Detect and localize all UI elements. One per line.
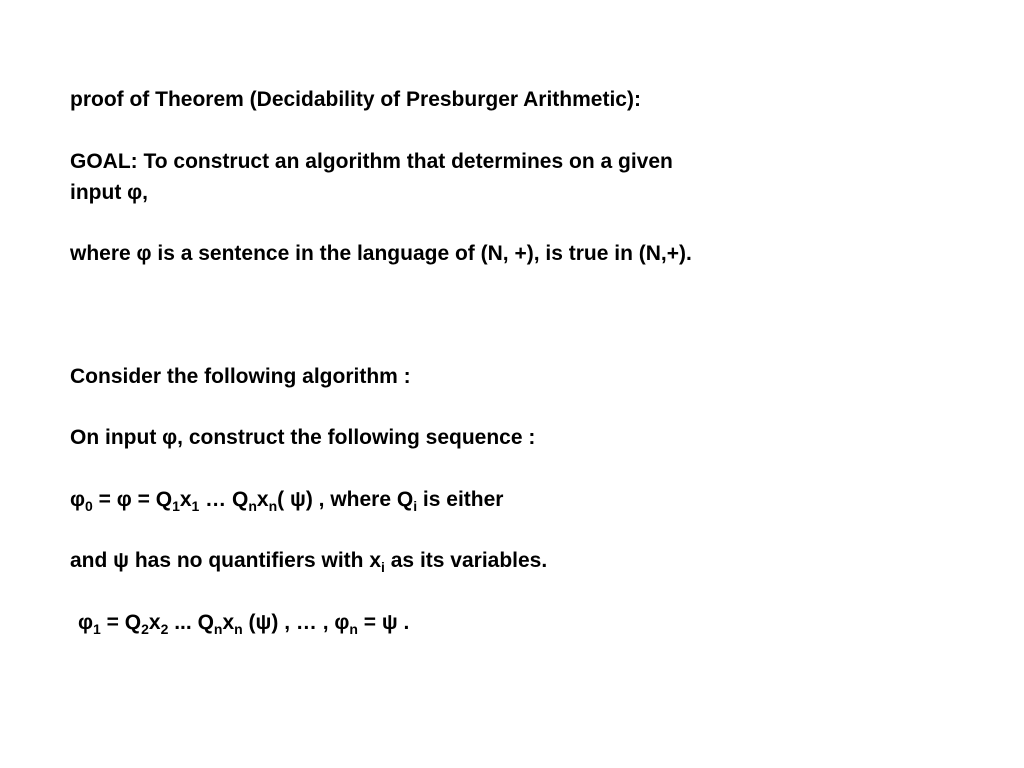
formula-text: φ: [78, 611, 94, 634]
formula-text: φ: [70, 488, 86, 511]
subscript: 2: [160, 621, 169, 637]
consider-line: Consider the following algorithm :: [70, 365, 411, 388]
formula-text: as its variables.: [384, 549, 548, 572]
formula-text: x: [222, 611, 235, 634]
formula-text: x: [179, 488, 192, 511]
proof-heading: proof of Theorem (Decidability of Presburger Arithmetic):: [70, 88, 641, 111]
formula-text: ... Q: [168, 611, 214, 634]
subscript: n: [349, 621, 358, 637]
subscript: n: [268, 498, 278, 514]
subscript: 1: [93, 621, 101, 637]
subscript: n: [248, 498, 257, 514]
formula-text: ( ψ) , where Q: [277, 488, 414, 511]
phi1-formula: [78, 609, 409, 637]
formula-text: … Q: [199, 488, 249, 511]
subscript: 1: [172, 498, 180, 514]
subscript: 1: [191, 498, 200, 514]
on-input-line: On input φ, construct the following sequence :: [70, 426, 536, 449]
subscript: i: [413, 498, 418, 514]
and-psi-line: [70, 547, 547, 575]
formula-text: = φ = Q: [92, 488, 173, 511]
formula-text: (ψ) , … , φ: [242, 611, 350, 634]
subscript: n: [213, 621, 223, 637]
formula-text: x: [148, 611, 161, 634]
formula-text: = Q: [100, 611, 142, 634]
subscript: n: [234, 621, 243, 637]
formula-text: = ψ .: [357, 611, 410, 634]
formula-text: is either: [417, 488, 504, 511]
subscript: 2: [141, 621, 149, 637]
phi0-formula: [70, 486, 503, 514]
where-line: where φ is a sentence in the language of (N, +), is true in (N,+).: [70, 242, 692, 265]
subscript: i: [381, 559, 385, 575]
goal-line-2: input φ,: [70, 181, 149, 204]
formula-text: and ψ has no quantifiers with x: [70, 549, 382, 572]
subscript: 0: [85, 498, 93, 514]
goal-line-1: GOAL: To construct an algorithm that determines on a given: [70, 150, 673, 173]
formula-text: x: [256, 488, 269, 511]
